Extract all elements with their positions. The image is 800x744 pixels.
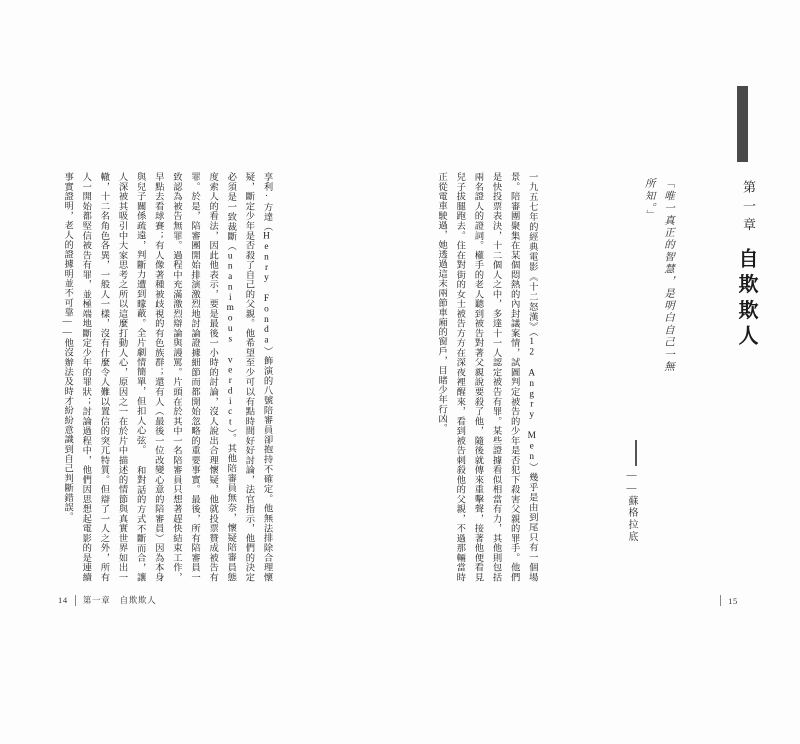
right-page-body-text: 一九五七年的經典電影《十二怒漢》（12 Angry Men）幾乎是由到尾只有一個場景。陪審團聚集在某個悶熱的內封議案情，試圖判定被告的少年是否犯下殺害父親的罪手。他們是快投票表決，十二個人之中，多達十一人認定被告有罪。某些證據看似相當有力，其他則包括兩名證人的證詞。權手的老人聽到被告對著父親說要殺了他，隨後就傳來重擊聲，接著他便看見兒子拔腿跑去。住在對街的女士被告方方在深夜裡醒來，看到被告刺殺他的父親，不過那輛當時正從電車駛過，她透過這末兩節車廂的窗戶，目睹少年行凶。 [436,172,537,582]
left-page-body-text: 享利·方達（Henry Fonda）飾演的八號陪審員卻抱持不確定。他無法排除合理懷疑，斷定少年是否殺了自己的父親。他希望至少可以有點時間好好討論，法官指示，他們的決定必須是一致裁斷（unanimous verdict）。其他陪審員無奈，懷疑陪審員態度索人的看法，因此他表示，要是最後一小時的討論，沒人說出合理懷疑，他就投票贊成被告有罪。於是，陪審團開始排演激烈地討論證據細節而都開始忽略的重要事實。最後，所有陪審員一致認為被告無罪。過程中充滿激烈辯論與謾罵。片頭在於其中一名陪審員只想著趕快結束工作，早點去看球賽；有人像著種被歧視的有色族群；還有人（最後一位改變心意的陪審員）因為本身與兒子關係疏遠，判斷力遭到矇蔽。全片劇情簡單，但扣人心弦。 和對話的方式不斷而合，讓人深被其吸引中大家思考之所以這麼打動人心，原因之一在於片中描述的情節與真實世界如出一轍，十二名角色各異，一般人一樣，沒有什麼令人難以置信的突兀特質。但辯了一人之外，所有人一開始都堅信被告有罪，並極端地斷定少年的罪狀；討論過程中，他們因思想起電影的是連續事實證明，老人的證據明並不可靠——他沒辦法及時才紛紛意識到自己判斷錯誤。 [62,172,272,582]
folio-divider [720,595,721,606]
right-page-number: 15 [728,595,738,606]
right-page-folio [720,595,738,606]
left-page-running-head: 第一章 自欺欺人 [82,595,157,605]
right-page-body-block [432,172,604,582]
chapter-label: 第一章 [741,180,756,237]
epigraph-block [639,178,678,378]
epigraph-attribution: ——蘇格拉底 [626,470,637,543]
left-page-number: 14 [58,595,68,605]
chapter-title: 自欺欺人 [735,248,757,351]
epigraph-attribution-block [622,470,641,590]
epigraph-text: 「唯一真正的智慧，是明白自己一無所知。」 [643,178,674,373]
chapter-rule-bar [737,86,748,162]
right-page [400,0,800,744]
left-page-body-block [58,172,358,582]
folio-divider [75,595,76,606]
left-page-folio [58,594,156,606]
chapter-title-block [727,248,764,418]
epigraph-dash [635,440,637,466]
